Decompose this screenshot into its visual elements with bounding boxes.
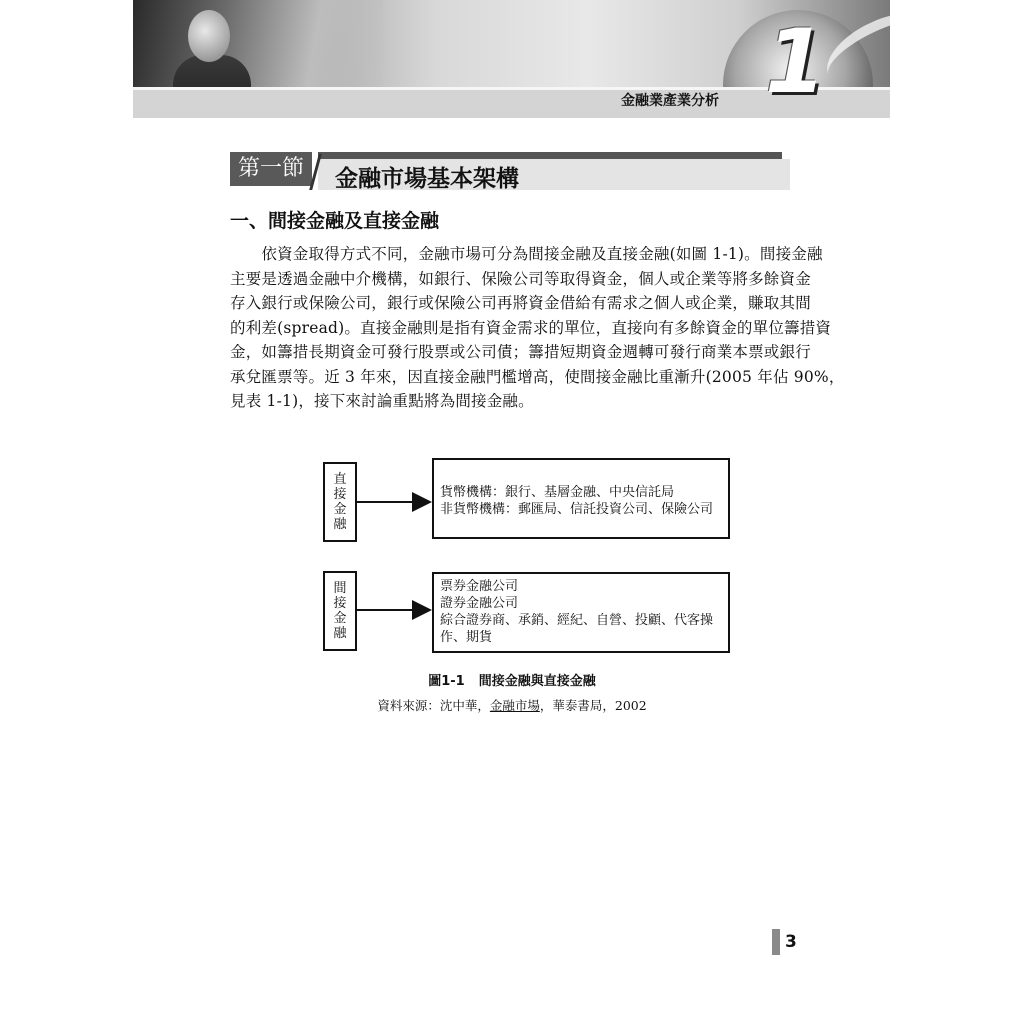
source-suffix: ，華泰書局，2002: [539, 698, 647, 713]
paragraph-line: 依資金取得方式不同，金融市場可分為間接金融及直接金融(如圖 1-1)。間接金融: [230, 245, 823, 263]
label-char: 融: [333, 517, 347, 532]
section-strip: [318, 152, 782, 159]
page-number-bar: [772, 929, 780, 955]
box-line: 綜合證券商、承銷、經紀、自營、投顧、代客操: [440, 613, 714, 628]
box-line: 非貨幣機構：郵匯局、信託投資公司、保險公司: [440, 502, 714, 517]
box-line: 作、期貨: [440, 630, 493, 645]
label-char: 間: [333, 581, 347, 596]
figure-source: [0, 696, 1024, 714]
indirect-finance-box: [432, 572, 730, 653]
box-line: 貨幣機構：銀行、基層金融、中央信託局: [440, 485, 675, 500]
box-line: 票券金融公司: [440, 579, 519, 594]
header-banner: [133, 0, 890, 118]
box-line: 證券金融公司: [440, 596, 519, 611]
figure-caption-text: 間接金融與直接金融: [478, 674, 596, 689]
indirect-finance-label: [323, 571, 357, 651]
figure-diagram: [320, 455, 740, 665]
label-char: 金: [333, 502, 347, 517]
figure-label: 圖1-1: [428, 674, 465, 689]
label-char: 接: [333, 596, 347, 611]
label-char: 直: [333, 472, 347, 487]
subheading: 一、間接金融及直接金融: [230, 210, 440, 232]
direct-finance-box: [432, 458, 730, 539]
label-char: 融: [333, 626, 347, 641]
paragraph-line: 承兌匯票等。近 3 年來，因直接金融門檻增高，使間接金融比重漸升(2005 年佔 90%，: [230, 367, 845, 386]
paragraph-line: 的利差(spread)。直接金融則是指有資金需求的單位，直接向有多餘資金的單位籌措資: [230, 318, 832, 337]
label-char: 金: [333, 611, 347, 626]
section-title: 金融市場基本架構: [335, 165, 519, 192]
running-header-title: 金融業產業分析: [621, 93, 719, 109]
source-book-title: 金融市場: [489, 698, 540, 713]
paragraph-line: 主要是透過金融中介機構，如銀行、保險公司等取得資金，個人或企業等將多餘資金: [230, 269, 811, 288]
label-char: 接: [333, 487, 347, 502]
header-person-head: [188, 10, 230, 62]
section-heading: [230, 152, 790, 190]
figure-caption: [0, 670, 1024, 689]
page-number-text: 3: [785, 932, 797, 952]
paragraph-line: 見表 1-1)，接下來討論重點將為間接金融。: [230, 392, 534, 410]
chapter-number: 1: [765, 10, 827, 113]
page-number: [772, 929, 797, 955]
paragraph-line: 金，如籌措長期資金可發行股票或公司債；籌措短期資金週轉可發行商業本票或銀行: [230, 343, 811, 361]
body-paragraph: [230, 242, 845, 414]
section-label: 第一節: [230, 152, 312, 186]
source-prefix: 資料來源：沈中華，: [377, 698, 490, 713]
paragraph-line: 存入銀行或保險公司，銀行或保險公司再將資金借給有需求之個人或企業，賺取其間: [230, 294, 811, 312]
direct-finance-label: [323, 462, 357, 542]
